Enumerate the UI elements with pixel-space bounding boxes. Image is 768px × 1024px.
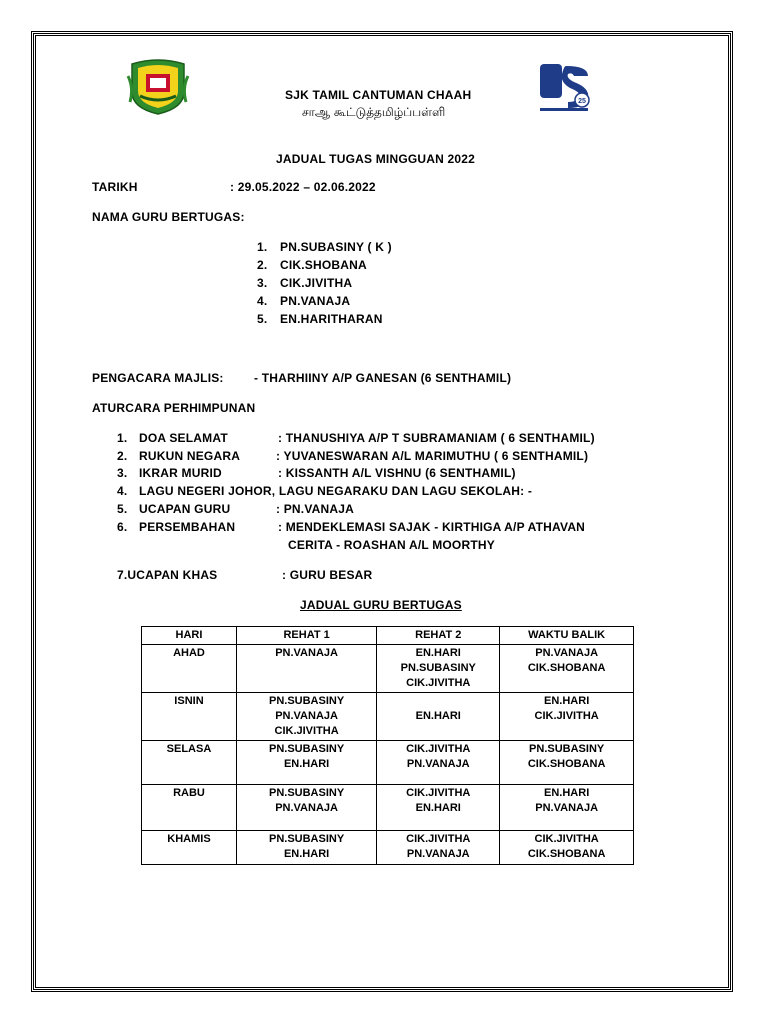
table-header-row	[142, 627, 634, 645]
teacher-name: CIK.JIVITHA	[534, 833, 599, 845]
teacher-name: CIK.JIVITHA	[406, 743, 471, 755]
teacher-name: PN.SUBASINY	[269, 833, 345, 845]
teacher-name: PN.VANAJA	[406, 758, 470, 770]
aturcara-item-value: : PN.VANAJA	[276, 502, 354, 516]
cell-rehat2	[377, 645, 500, 693]
cell-balik	[500, 693, 634, 741]
teacher-name: CIK.SHOBANA	[527, 848, 606, 860]
aturcara-item-value: : MENDEKLEMASI SAJAK - KIRTHIGA A/P ATHAVAN	[278, 520, 586, 534]
pengacara-value: - THARHIINY A/P GANESAN (6 SENTHAMIL)	[254, 371, 512, 385]
table-row	[142, 693, 634, 741]
teacher-name: EN.HARI	[283, 848, 330, 860]
aturcara-item-num: 3.	[117, 466, 128, 480]
teacher-name: EN.HARI	[415, 802, 461, 814]
tarikh-label: TARIKH	[92, 180, 138, 194]
aturcara-item-label: LAGU NEGERI JOHOR, LAGU NEGARAKU DAN LAGU SEKOLAH: -	[139, 484, 533, 498]
aturcara-item-label: UCAPAN GURU	[139, 502, 231, 516]
cell-rehat2	[377, 741, 500, 785]
cell-rehat2	[377, 785, 500, 831]
guru-item-name: CIK.JIVITHA	[280, 276, 353, 290]
cell-balik	[500, 785, 634, 831]
guru-item-name: EN.HARITHARAN	[280, 312, 383, 326]
guru-item-name: PN.SUBASINY ( K )	[280, 240, 392, 254]
teacher-name: EN.HARI	[415, 647, 461, 659]
pengacara-label: PENGACARA MAJLIS:	[92, 371, 224, 385]
table-row	[142, 741, 634, 785]
aturcara-item-value-line2: CERITA - ROASHAN A/L MOORTHY	[288, 538, 495, 552]
aturcara-item-label: DOA SELAMAT	[139, 431, 228, 445]
ucapan-khas-value: : GURU BESAR	[282, 568, 373, 582]
teacher-name: CIK.JIVITHA	[534, 710, 599, 722]
teacher-name: PN.VANAJA	[275, 802, 338, 814]
aturcara-item-value: : KISSANTH A/L VISHNU (6 SENTHAMIL)	[278, 466, 516, 480]
cell-rehat1	[236, 693, 376, 741]
column-header: REHAT 2	[377, 627, 500, 645]
teacher-name: PN.SUBASINY	[529, 743, 605, 755]
cell-hari: SELASA	[142, 741, 237, 785]
aturcara-item-num: 5.	[117, 502, 128, 516]
column-header: WAKTU BALIK	[500, 627, 634, 645]
document-title: JADUAL TUGAS MINGGUAN 2022	[276, 152, 476, 166]
table-row	[142, 785, 634, 831]
aturcara-item-label: RUKUN NEGARA	[139, 449, 241, 463]
teacher-name: PN.SUBASINY	[400, 662, 476, 674]
teacher-name: EN.HARI	[283, 758, 330, 770]
teacher-name: PN.VANAJA	[535, 647, 599, 659]
teacher-name: CIK.JIVITHA	[274, 725, 339, 737]
aturcara-item-label: IKRAR MURID	[139, 466, 222, 480]
guru-bertugas-label: NAMA GURU BERTUGAS:	[92, 210, 245, 224]
teacher-name: EN.HARI	[544, 787, 590, 799]
cell-balik	[500, 831, 634, 865]
cell-rehat1	[236, 785, 376, 831]
cell-balik	[500, 741, 634, 785]
school-name-tamil: சாஆ கூட்டுத்தமிழ்ப்பள்ளி	[302, 105, 446, 119]
tarikh-value: : 29.05.2022 – 02.06.2022	[230, 180, 376, 194]
aturcara-item-label: PERSEMBAHAN	[139, 520, 236, 534]
aturcara-item-num: 2.	[117, 449, 128, 463]
cell-rehat1	[236, 831, 376, 865]
logo-number: 25	[578, 98, 586, 105]
column-header: REHAT 1	[236, 627, 376, 645]
jadual-title: JADUAL GURU BERTUGAS	[300, 598, 462, 612]
teacher-name: EN.HARI	[415, 710, 461, 722]
cell-balik	[500, 645, 634, 693]
table-row	[142, 645, 634, 693]
teacher-name: EN.HARI	[544, 695, 590, 707]
aturcara-item-value: : YUVANESWARAN A/L MARIMUTHU ( 6 SENTHAMIL)	[276, 449, 589, 463]
cell-hari: KHAMIS	[142, 831, 237, 865]
aturcara-item-num: 1.	[117, 431, 128, 445]
column-header: HARI	[142, 627, 237, 645]
aturcara-item-value: : THANUSHIYA A/P T SUBRAMANIAM ( 6 SENTHAMIL)	[278, 431, 595, 445]
teacher-name: CIK.JIVITHA	[406, 833, 471, 845]
teacher-name: CIK.JIVITHA	[406, 787, 471, 799]
teacher-name: PN.VANAJA	[275, 710, 338, 722]
duty-table	[141, 626, 634, 865]
teacher-name: CIK.SHOBANA	[527, 758, 606, 770]
aturcara-item-num: 6.	[117, 520, 128, 534]
teacher-name: PN.VANAJA	[535, 802, 599, 814]
school-name: SJK TAMIL CANTUMAN CHAAH	[285, 88, 472, 102]
cell-rehat1	[236, 645, 376, 693]
guru-item-num: 4.	[257, 294, 268, 308]
cell-hari: ISNIN	[142, 693, 237, 741]
school-crest-logo	[126, 58, 190, 116]
cell-hari: RABU	[142, 785, 237, 831]
aturcara-item-num: 4.	[117, 484, 128, 498]
guru-item-name: CIK.SHOBANA	[280, 258, 367, 272]
teacher-name: CIK.SHOBANA	[527, 662, 606, 674]
cell-rehat1	[236, 741, 376, 785]
anniversary-logo	[538, 62, 594, 114]
table-row	[142, 831, 634, 865]
teacher-name: PN.VANAJA	[275, 647, 338, 659]
teacher-name: PN.SUBASINY	[269, 787, 345, 799]
guru-item-num: 1.	[257, 240, 268, 254]
teacher-name: PN.SUBASINY	[269, 695, 345, 707]
guru-item-name: PN.VANAJA	[280, 294, 351, 308]
aturcara-label: ATURCARA PERHIMPUNAN	[92, 401, 256, 415]
teacher-name: CIK.JIVITHA	[406, 677, 471, 689]
ucapan-khas-label: 7.UCAPAN KHAS	[117, 568, 218, 582]
guru-item-num: 5.	[257, 312, 268, 326]
cell-hari: AHAD	[142, 645, 237, 693]
guru-item-num: 3.	[257, 276, 268, 290]
teacher-name: PN.VANAJA	[406, 848, 470, 860]
teacher-name: PN.SUBASINY	[269, 743, 345, 755]
guru-item-num: 2.	[257, 258, 268, 272]
cell-rehat2	[377, 831, 500, 865]
cell-rehat2	[377, 693, 500, 741]
